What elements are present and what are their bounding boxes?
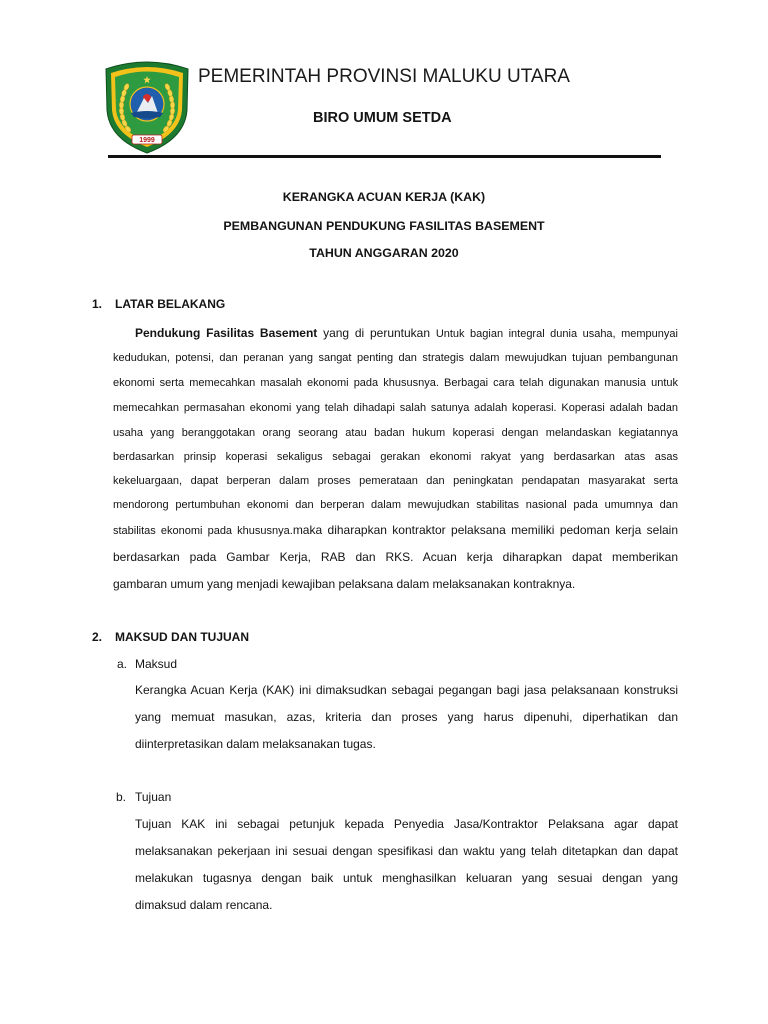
province-emblem-logo [103, 58, 191, 154]
section-1-paragraph-line: kedudukan, potensi, dan peranan yang sangat penting dan strategis dalam mewujudkan tujuan pembangunan [113, 352, 678, 364]
paragraph-text: Untuk bagian integral dunia usaha, mempunyai [435, 328, 678, 340]
section-1-heading: LATAR BELAKANG [115, 297, 226, 311]
subsection-a-title: Maksud [135, 657, 178, 671]
section-2-number: 2. [92, 630, 103, 644]
paragraph-text: stabilitas ekonomi pada khususnya. [113, 525, 293, 537]
section-1-number: 1. [92, 297, 103, 311]
section-1-paragraph-line [135, 325, 678, 341]
document-title-line-2: PEMBANGUNAN PENDUKUNG FASILITAS BASEMENT [223, 219, 545, 233]
emphasis-term: Pendukung Fasilitas Basement [135, 326, 318, 340]
paragraph-text: maka diharapkan kontraktor pelaksana memiliki pedoman kerja selain [292, 523, 678, 537]
subsection-b-paragraph-line: melakukan tugasnya dengan baik untuk menghasilkan keluaran yang sesuai dengan yang [135, 871, 678, 885]
section-2-heading: MAKSUD DAN TUJUAN [115, 630, 249, 644]
emblem-year: 1999 [139, 137, 155, 144]
bureau-name: BIRO UMUM SETDA [313, 110, 452, 126]
subsection-b-paragraph-line: melaksanakan pekerjaan ini sesuai dengan spesifikasi dan waktu yang telah ditetapkan dan dapat [135, 844, 678, 858]
section-1-paragraph-line: gambaran umum yang menjadi kewajiban pelaksana dalam melaksanakan kontraknya. [113, 577, 576, 591]
document-title-line-1: KERANGKA ACUAN KERJA (KAK) [282, 190, 486, 204]
subsection-b-letter: b. [116, 790, 127, 804]
government-name: PEMERINTAH PROVINSI MALUKU UTARA [198, 66, 570, 87]
section-1-paragraph-line: ekonomi serta memecahkan masalah ekonomi pada khususnya. Berbagai cara telah digunakan manusia untuk [113, 377, 678, 389]
section-1-paragraph-line: usaha yang beranggotakan orang seorang atau badan hukum koperasi dengan melandaskan kegiatannya [113, 427, 678, 439]
document-title-line-3: TAHUN ANGGARAN 2020 [309, 246, 459, 260]
section-1-paragraph-line: memecahkan permasahan ekonomi yang telah dihadapi salah satunya adalah koperasi. Koperasi adalah badan [113, 402, 678, 414]
section-1-paragraph-line: berdasarkan pada Gambar Kerja, RAB dan RKS. Acuan kerja diharapkan dapat memberikan [113, 550, 678, 564]
section-1-paragraph-line [113, 522, 678, 538]
subsection-b-title: Tujuan [135, 790, 172, 804]
subsection-a-paragraph-line: Kerangka Acuan Kerja (KAK) ini dimaksudkan sebagai pegangan bagi jasa pelaksanaan konstruksi [135, 683, 678, 697]
subsection-b-paragraph-line: dimaksud dalam rencana. [135, 898, 273, 912]
subsection-b-paragraph-line: Tujuan KAK ini sebagai petunjuk kepada Penyedia Jasa/Kontraktor Pelaksana agar dapat [135, 817, 678, 831]
paragraph-text: yang di peruntukan [323, 326, 431, 340]
emblem-sea [131, 111, 163, 119]
section-1-paragraph-line: kekeluargaan, dapat berperan dalam proses pemerataan dan peningkatan pendapatan masyarakat serta [113, 475, 678, 487]
subsection-a-paragraph-line: diinterpretasikan dalam melaksanakan tugas. [135, 737, 376, 751]
section-1-paragraph-line: mendorong pertumbuhan ekonomi dan berperan dalam mewujudkan stabilitas nasional pada umumnya dan [113, 499, 678, 511]
section-1-paragraph-line: berdasarkan prinsip koperasi sekaligus sebagai gerakan ekonomi rakyat yang berdasarkan atas asas [113, 451, 678, 463]
header-divider [108, 155, 661, 158]
subsection-a-paragraph-line: yang memuat masukan, azas, kriteria dan proses yang harus dipenuhi, diperhatikan dan [135, 710, 678, 724]
subsection-a-letter: a. [117, 657, 128, 671]
